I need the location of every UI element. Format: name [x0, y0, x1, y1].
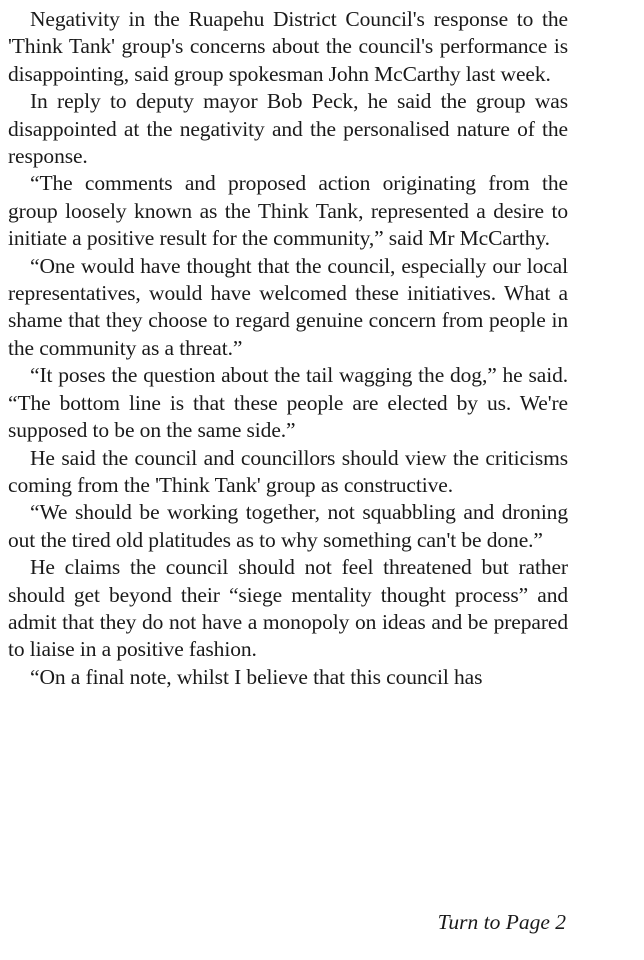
article-paragraph-7: “We should be working together, not squabbling and droning out the tired old platitudes as to why something can't be done.” [8, 500, 568, 552]
article-paragraph-4: “One would have thought that the council, especially our local representatives, would have welcomed these initiatives. What a shame that they choose to regard genuine concern from people in the community as a threat.” [8, 253, 568, 360]
article-paragraph-9: “On a final note, whilst I believe that this council has [30, 664, 483, 689]
article-paragraph-6: He said the council and councillors should view the criticisms coming from the 'Think Tank' group as constructive. [8, 445, 568, 497]
article-paragraph-5: “It poses the question about the tail wagging the dog,” he said. “The bottom line is that these people are elected by us. We're supposed to be on the same side.” [8, 363, 568, 443]
article-paragraph-3: “The comments and proposed action originating from the group loosely known as the Think Tank, represented a desire to initiate a positive result for the community,” said Mr McCarthy. [8, 171, 568, 251]
article-paragraph-8: He claims the council should not feel threatened but rather should get beyond their “siege mentality thought process” and admit that they do not have a monopoly on ideas and be prepared to liaise in a positive fashion. [8, 555, 568, 662]
article-paragraph-2: In reply to deputy mayor Bob Peck, he said the group was disappointed at the negativity and the personalised nature of the response. [8, 89, 568, 169]
article-body [8, 6, 568, 691]
article-paragraph-1: Negativity in the Ruapehu District Council's response to the 'Think Tank' group's concerns about the council's performance is disappointing, said group spokesman John McCarthy last week. [8, 7, 568, 86]
continuation-jump-line: Turn to Page 2 [437, 910, 566, 934]
